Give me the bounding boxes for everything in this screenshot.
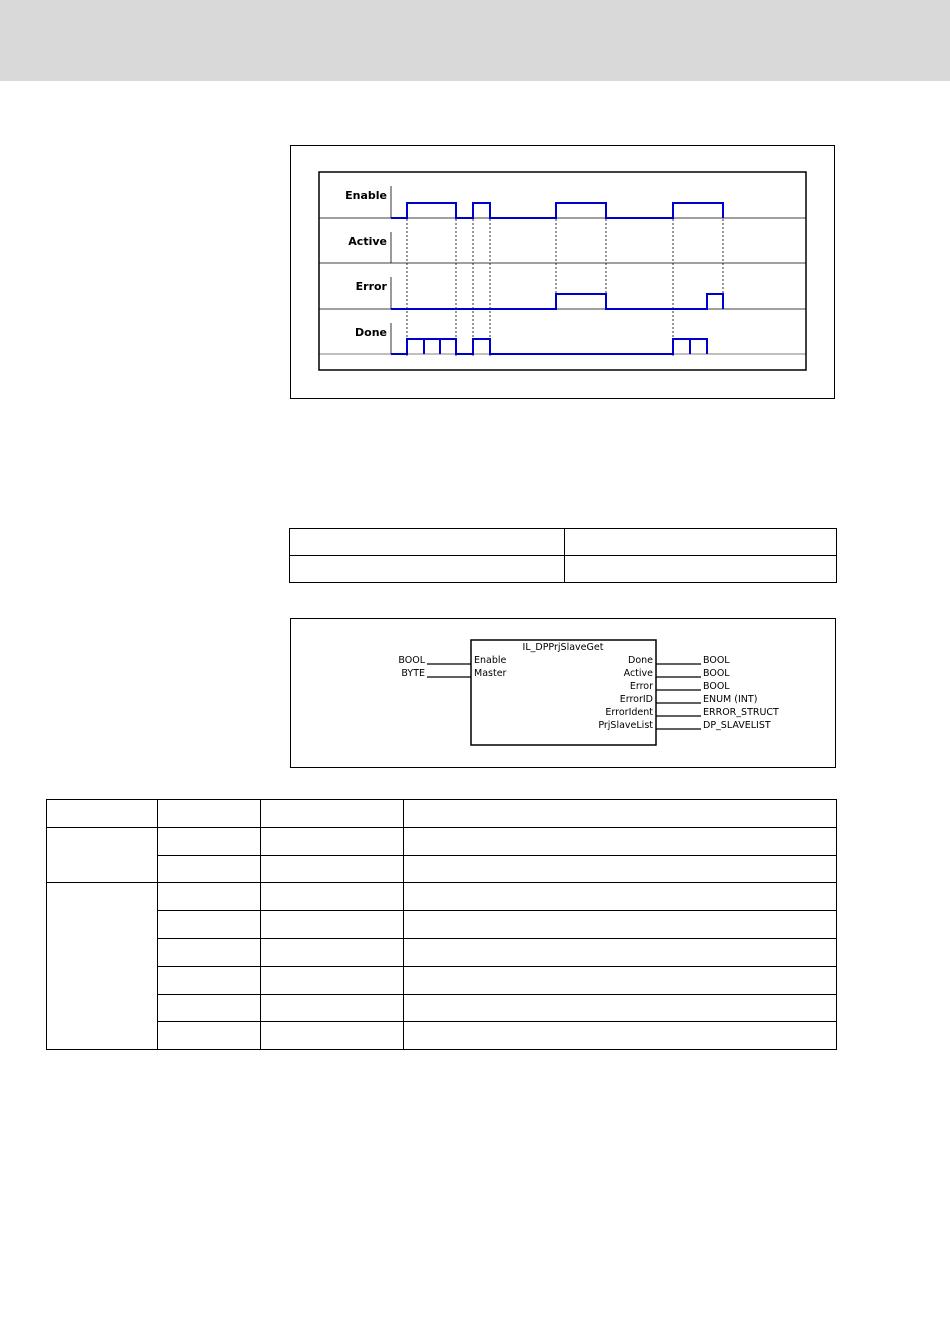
table-header-cell [404, 800, 837, 828]
table-row [47, 966, 837, 994]
signal-label-enable: Enable [345, 189, 387, 202]
signal-label-active: Active [348, 235, 387, 248]
output-pin-done: Done [628, 655, 653, 666]
function-block-frame [290, 618, 836, 768]
page-header-band [0, 0, 950, 81]
output-pin-lines [656, 664, 701, 729]
input-type-enable: BOOL [398, 655, 425, 666]
output-pin-prjslavelist: PrjSlaveList [598, 720, 653, 731]
function-block-name: IL_DPPrjSlaveGet [522, 642, 604, 653]
table-cell [158, 883, 261, 911]
table-header-cell [47, 800, 158, 828]
timing-diagram-frame [290, 145, 835, 399]
table-row [47, 994, 837, 1022]
table-cell [158, 827, 261, 855]
table-cell [261, 911, 404, 939]
table-cell [404, 855, 837, 883]
table-cell [158, 911, 261, 939]
table-cell [158, 855, 261, 883]
table-cell [158, 994, 261, 1022]
table-cell [404, 911, 837, 939]
table-row [290, 556, 837, 583]
parameter-table [46, 799, 837, 1050]
output-type-errorid: ENUM (INT) [703, 694, 758, 705]
table-cell [261, 883, 404, 911]
table-cell [261, 1022, 404, 1050]
input-pin-master: Master [474, 668, 507, 679]
signal-label-error: Error [355, 280, 387, 293]
done-waveform [391, 339, 707, 354]
info-table [289, 528, 837, 583]
output-type-active: BOOL [703, 668, 730, 679]
table-cell [404, 966, 837, 994]
output-pin-active: Active [623, 668, 653, 679]
signal-label-done: Done [355, 326, 387, 339]
input-type-master: BYTE [401, 668, 425, 679]
function-block-diagram [291, 619, 837, 769]
table-row [47, 938, 837, 966]
table-cell [565, 556, 837, 583]
output-type-prjslavelist: DP_SLAVELIST [703, 720, 771, 731]
input-pin-enable: Enable [474, 655, 507, 666]
table-row [47, 855, 837, 883]
table-cell [158, 938, 261, 966]
table-row [47, 827, 837, 855]
table-row [47, 911, 837, 939]
timing-diagram-inner-box [319, 172, 806, 370]
table-row [47, 1022, 837, 1050]
table-row [290, 529, 837, 556]
output-type-done: BOOL [703, 655, 730, 666]
table-header-cell [261, 800, 404, 828]
table-cell [290, 529, 565, 556]
output-type-errorident: ERROR_STRUCT [703, 707, 779, 718]
output-pin-errorident: ErrorIdent [605, 707, 653, 718]
output-pin-errorid: ErrorID [619, 694, 653, 705]
table-cell [158, 966, 261, 994]
table-group-cell-inputs [47, 827, 158, 883]
table-cell [404, 994, 837, 1022]
table-header-row [47, 800, 837, 828]
table-cell [261, 827, 404, 855]
table-cell [261, 994, 404, 1022]
table-group-cell-outputs [47, 883, 158, 1050]
table-cell [404, 938, 837, 966]
table-cell [261, 966, 404, 994]
table-cell [290, 556, 565, 583]
table-cell [158, 1022, 261, 1050]
output-pin-error: Error [629, 681, 653, 692]
table-cell [565, 529, 837, 556]
table-row [47, 883, 837, 911]
table-cell [261, 938, 404, 966]
table-header-cell [158, 800, 261, 828]
output-type-error: BOOL [703, 681, 730, 692]
event-markers [407, 203, 723, 356]
table-cell [404, 1022, 837, 1050]
table-cell [261, 855, 404, 883]
table-cell [404, 883, 837, 911]
enable-waveform [391, 203, 723, 218]
timing-diagram [291, 146, 836, 400]
table-cell [404, 827, 837, 855]
